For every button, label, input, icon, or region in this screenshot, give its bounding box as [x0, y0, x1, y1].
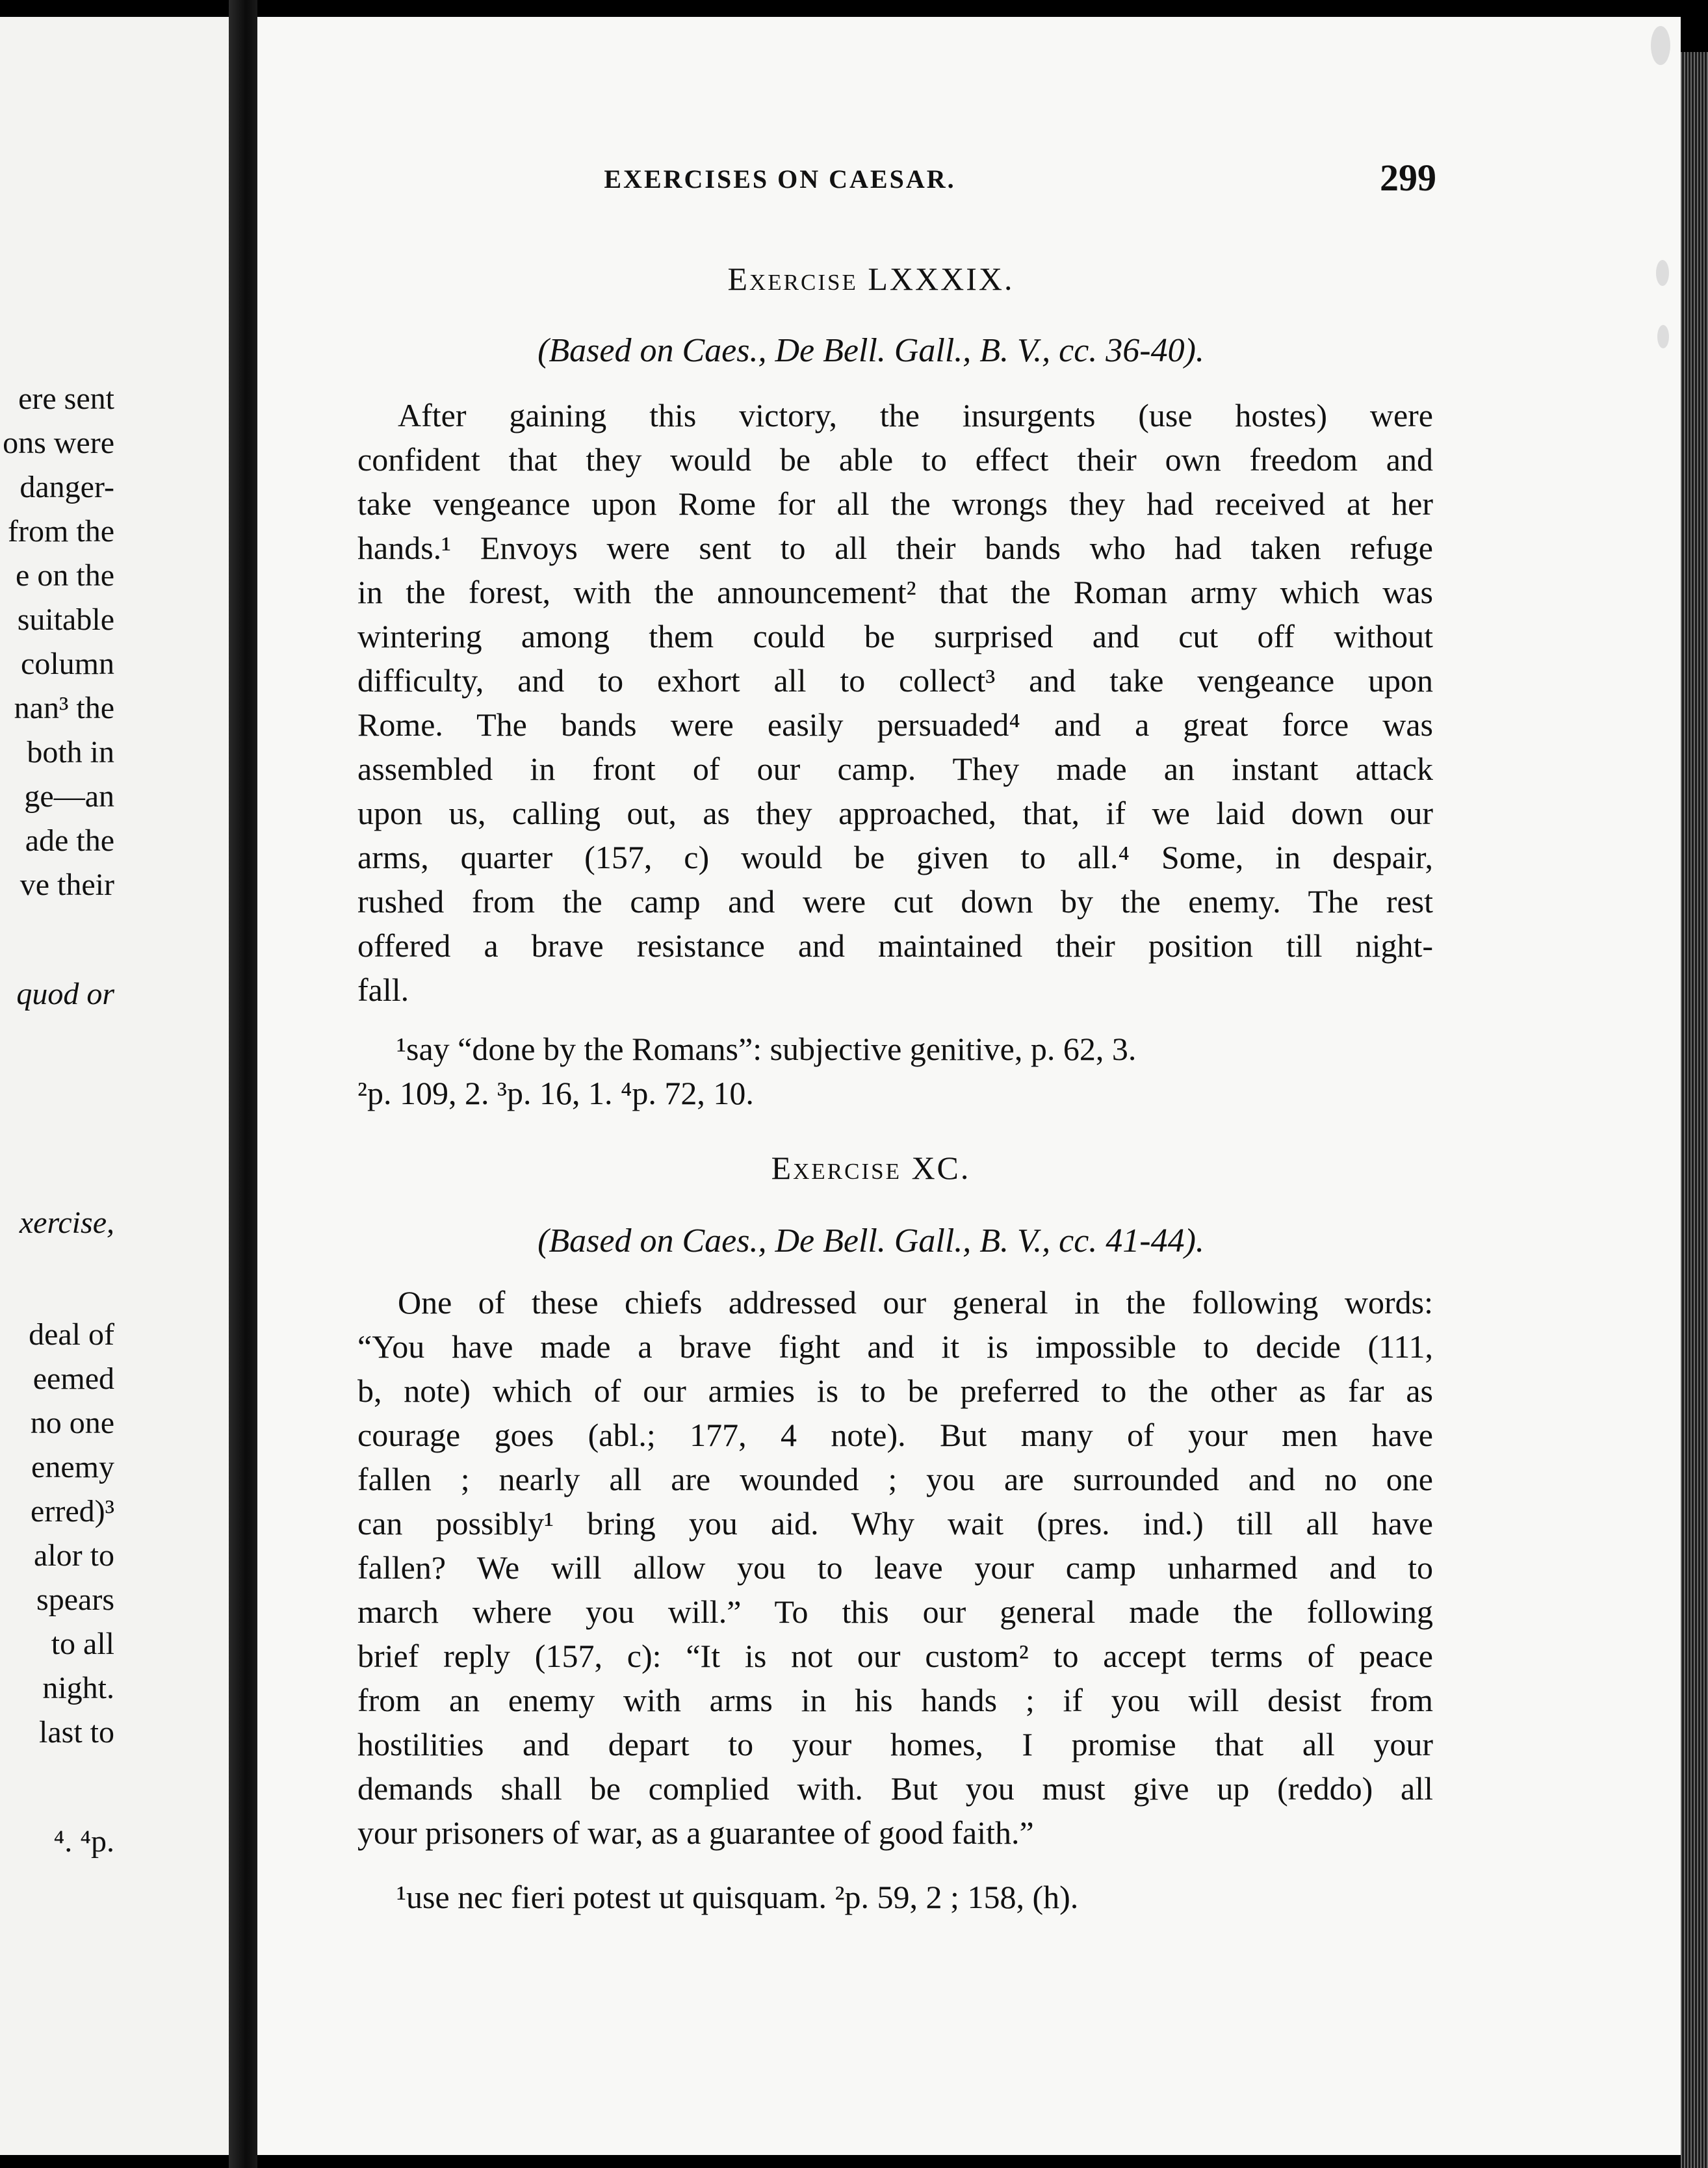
text-line: One of these chiefs addressed our general in the following words: [398, 1284, 1433, 1321]
text-line: demands shall be complied with. But you must give up (reddo) all [357, 1770, 1433, 1807]
text-line: difficulty, and to exhort all to collect³ and take vengeance upon [357, 662, 1433, 699]
text-line: hands.¹ Envoys were sent to all their bands who had taken refuge [357, 530, 1433, 566]
text-line: Rome. The bands were easily persuaded⁴ and a great force was [357, 706, 1433, 743]
page-stain [1651, 26, 1670, 65]
left-page-line: spears [36, 1582, 114, 1617]
text-line: ¹use nec fieri potest ut quisquam. ²p. 59, 2 ; 158, (h). [396, 1879, 1079, 1915]
text-line: march where you will.” To this our general made the following [357, 1594, 1433, 1630]
text-line: b, note) which of our armies is to be preferred to the other as far as [357, 1373, 1433, 1409]
text-line: brief reply (157, c): “It is not our custom² to accept terms of peace [357, 1638, 1433, 1674]
page-number: 299 [1380, 157, 1436, 199]
left-page-line: xercise, [19, 1206, 114, 1240]
exercise-90-heading: Exercise XC. [771, 1150, 971, 1186]
left-page-line: night. [42, 1671, 114, 1705]
text-line: hostilities and depart to your homes, I promise that all your [357, 1726, 1433, 1762]
left-page-line: ve their [19, 868, 114, 902]
left-page-line: ge—an [24, 779, 114, 814]
left-page-line: nan³ the [14, 691, 114, 725]
exercise-89-heading: Exercise LXXXIX. [727, 261, 1015, 297]
left-page-line: erred)³ [31, 1494, 114, 1529]
page-stain [1657, 325, 1669, 348]
exercise-90-footnotes [357, 1875, 1430, 1919]
left-page-line: deal of [29, 1317, 114, 1352]
text-line: from an enemy with arms in his hands ; if you will desist from [357, 1682, 1433, 1718]
text-line: take vengeance upon Rome for all the wrongs they had received at her [357, 485, 1433, 522]
text-line: assembled in front of our camp. They made an instant attack [357, 751, 1433, 787]
left-page-line: eemed [32, 1361, 114, 1396]
text-line: confident that they would be able to effect their own freedom and [357, 441, 1433, 478]
left-page-line: enemy [31, 1450, 114, 1484]
left-page-line: column [21, 647, 114, 681]
text-line: After gaining this victory, the insurgents (use hostes) were [398, 397, 1433, 433]
left-page-line: last to [39, 1715, 114, 1749]
exercise-89-subheading: (Based on Caes., De Bell. Gall., B. V., cc. 36-40). [537, 332, 1204, 369]
text-line: offered a brave resistance and maintained their position till night- [357, 927, 1433, 964]
text-line: upon us, calling out, as they approached, that, if we laid down our [357, 795, 1433, 831]
left-page-fragment [0, 17, 229, 2155]
text-line: ¹say “done by the Romans”: subjective genitive, p. 62, 3. [396, 1031, 1137, 1067]
text-line: arms, quarter (157, c) would be given to all.⁴ Some, in despair, [357, 839, 1433, 875]
text-line: “You have made a brave fight and it is impossible to decide (111, [357, 1328, 1433, 1365]
text-line: can possibly¹ bring you aid. Why wait (pres. ind.) till all have [357, 1505, 1433, 1542]
text-line: rushed from the camp and were cut down by the enemy. The rest [357, 883, 1433, 920]
text-line: fall. [357, 972, 409, 1008]
left-page-line: no one [30, 1406, 114, 1440]
left-page-line: ons were [3, 426, 114, 460]
exercise-90-body [357, 1280, 1433, 1855]
left-page-line: e on the [16, 558, 114, 593]
page-stain [1656, 260, 1669, 286]
left-page-line: ade the [25, 823, 114, 858]
exercise-89-body [357, 393, 1433, 1012]
exercise-90-subheading: (Based on Caes., De Bell. Gall., B. V., cc. 41-44). [537, 1222, 1204, 1259]
left-page-line: ⁴. ⁴p. [53, 1824, 114, 1859]
left-page-line: to all [51, 1627, 114, 1661]
book-gutter [229, 0, 257, 2168]
running-head: EXERCISES ON CAESAR. [604, 164, 956, 194]
text-line: your prisoners of war, as a guarantee of good faith.” [357, 1814, 1034, 1851]
page-edges [1681, 52, 1708, 2168]
left-page-line: suitable [17, 602, 114, 637]
text-line: in the forest, with the announcement² that the Roman army which was [357, 574, 1433, 610]
left-page-line: ere sent [18, 381, 114, 416]
text-line: fallen ; nearly all are wounded ; you are surrounded and no one [357, 1461, 1433, 1497]
exercise-89-footnotes [357, 1027, 1430, 1115]
text-line: ²p. 109, 2. ³p. 16, 1. ⁴p. 72, 10. [357, 1075, 754, 1111]
text-line: wintering among them could be surprised and cut off without [357, 618, 1433, 654]
left-page-line: from the [8, 514, 114, 548]
left-page-line: alor to [34, 1538, 114, 1573]
left-page-line: quod or [16, 977, 114, 1011]
left-page-line: danger- [19, 470, 114, 504]
text-line: courage goes (abl.; 177, 4 note). But many of your men have [357, 1417, 1433, 1453]
text-line: fallen? We will allow you to leave your camp unharmed and to [357, 1549, 1433, 1586]
left-page-line: both in [27, 735, 114, 769]
